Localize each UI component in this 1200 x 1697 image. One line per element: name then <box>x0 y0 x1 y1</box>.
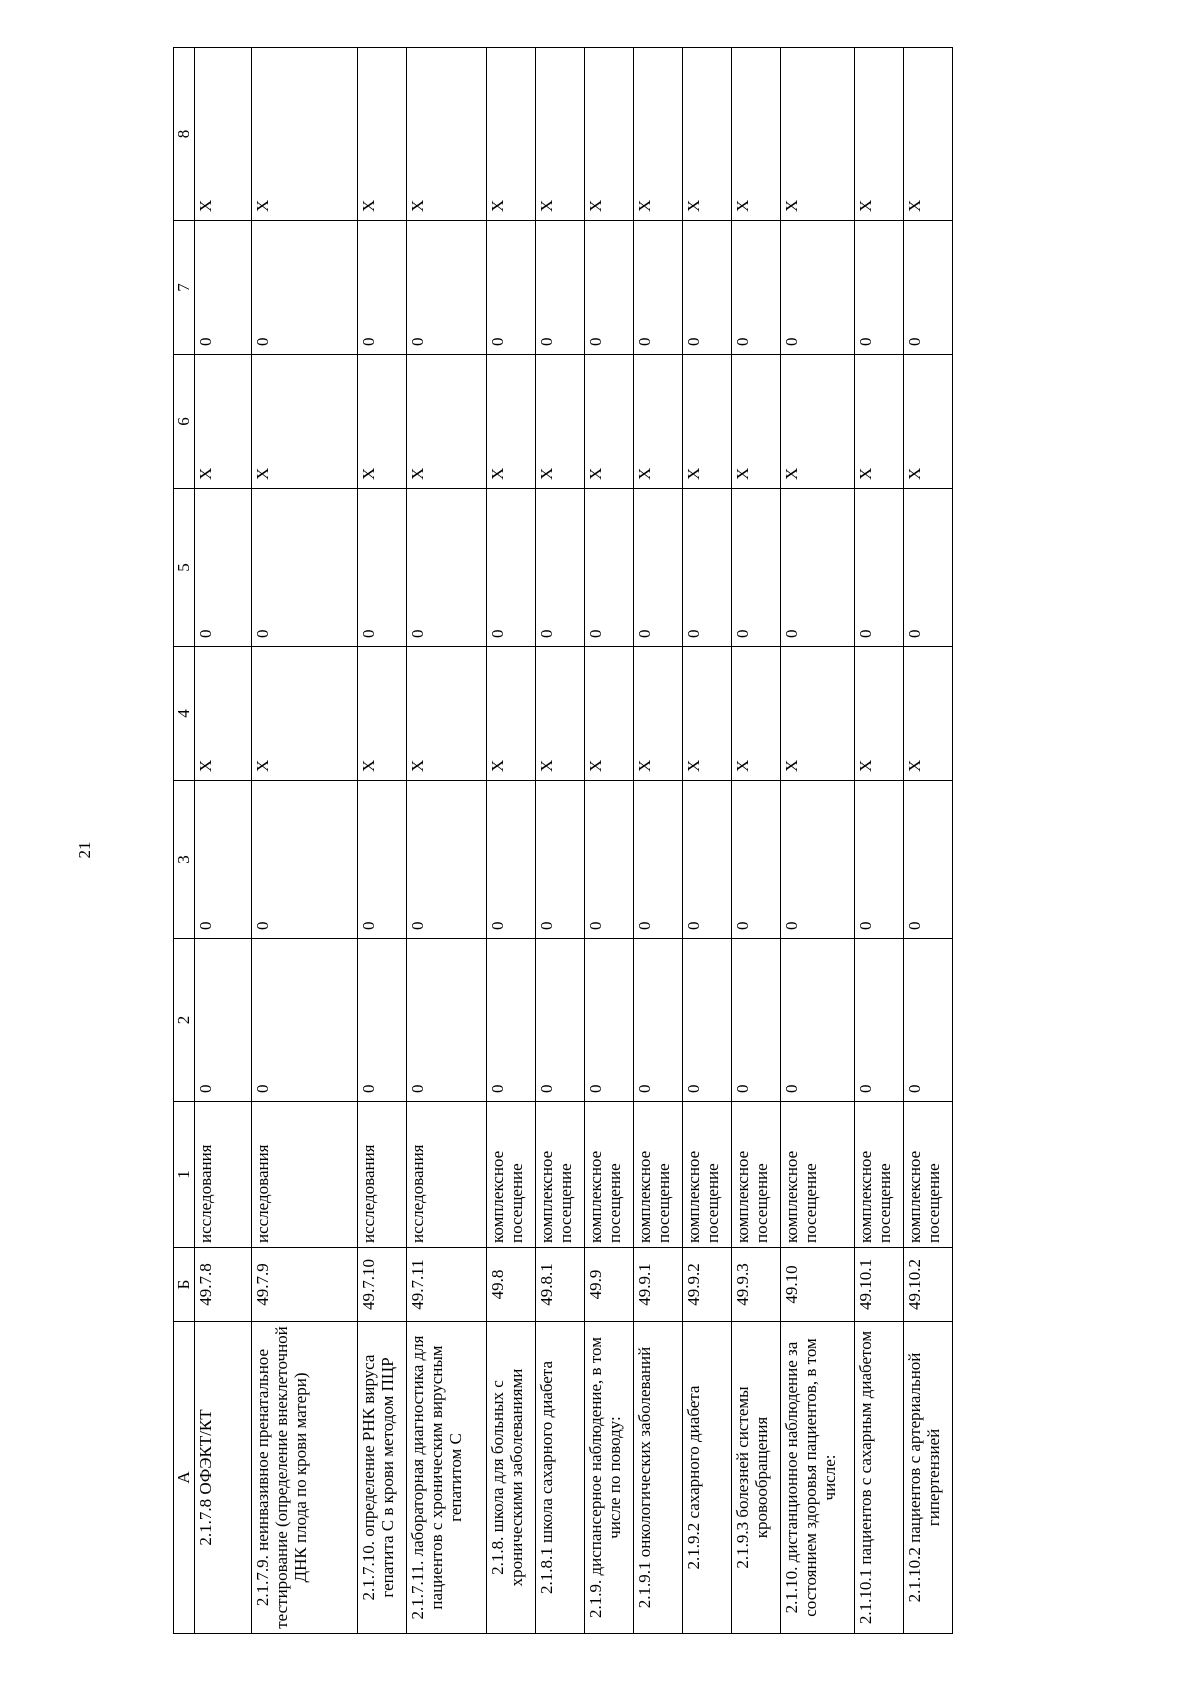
row-name-cell: 2.1.7.10. определение РНК вируса гепатита С в крови методом ПЦР <box>358 1322 407 1634</box>
row-name-cell: 2.1.8. школа для больных с хроническими заболеваниями <box>487 1322 536 1634</box>
value-cell: X <box>683 647 732 781</box>
row-unit-cell: комплексное посещение <box>536 1102 585 1248</box>
value-cell: 0 <box>781 781 855 939</box>
value-cell: X <box>536 48 585 221</box>
value-cell: 0 <box>252 221 358 355</box>
row-name-cell: 2.1.9.3 болезней системы кровообращения <box>732 1322 781 1634</box>
row-name-cell: 2.1.7.11. лабораторная диагностика для пациентов с хроническим вирусным гепатитом С <box>407 1322 487 1634</box>
table-row <box>536 48 585 1634</box>
table-row <box>904 48 953 1634</box>
value-cell: 0 <box>855 781 904 939</box>
row-code-cell: 49.9.1 <box>634 1248 683 1322</box>
table-container <box>173 48 1013 1634</box>
value-cell: 0 <box>252 781 358 939</box>
column-header: 3 <box>174 781 195 939</box>
row-code-cell: 49.10 <box>781 1248 855 1322</box>
row-code-cell: 49.8.1 <box>536 1248 585 1322</box>
value-cell: X <box>904 647 953 781</box>
value-cell: X <box>683 355 732 489</box>
table-row <box>781 48 855 1634</box>
row-name-cell: 2.1.8.1 школа сахарного диабета <box>536 1322 585 1634</box>
row-name-cell: 2.1.10.1 пациентов с сахарным диабетом <box>855 1322 904 1634</box>
column-header: А <box>174 1322 195 1634</box>
value-cell: 0 <box>634 221 683 355</box>
value-cell: 0 <box>732 939 781 1102</box>
row-name-cell: 2.1.9.1 онкологических заболеваний <box>634 1322 683 1634</box>
value-cell: X <box>358 48 407 221</box>
table-row <box>855 48 904 1634</box>
value-cell: 0 <box>252 489 358 647</box>
page-number: 21 <box>75 841 94 859</box>
value-cell: 0 <box>358 221 407 355</box>
value-cell: X <box>585 48 634 221</box>
value-cell: 0 <box>407 221 487 355</box>
column-header: 6 <box>174 355 195 489</box>
value-cell: X <box>683 48 732 221</box>
row-name-cell: 2.1.9. диспансерное наблюдение, в том числе по поводу: <box>585 1322 634 1634</box>
value-cell: 0 <box>536 489 585 647</box>
value-cell: X <box>732 48 781 221</box>
value-cell: X <box>585 647 634 781</box>
row-code-cell: 49.8 <box>487 1248 536 1322</box>
value-cell: X <box>407 647 487 781</box>
value-cell: X <box>781 647 855 781</box>
table-body <box>174 48 953 1634</box>
table-row <box>585 48 634 1634</box>
value-cell: X <box>634 355 683 489</box>
row-unit-cell: комплексное посещение <box>585 1102 634 1248</box>
value-cell: X <box>536 355 585 489</box>
value-cell: 0 <box>683 221 732 355</box>
value-cell: X <box>252 355 358 489</box>
column-header: 4 <box>174 647 195 781</box>
value-cell: 0 <box>683 489 732 647</box>
value-cell: 0 <box>904 939 953 1102</box>
value-cell: 0 <box>732 489 781 647</box>
value-cell: X <box>904 355 953 489</box>
row-code-cell: 49.9 <box>585 1248 634 1322</box>
value-cell: X <box>252 647 358 781</box>
value-cell: 0 <box>634 489 683 647</box>
value-cell: 0 <box>536 939 585 1102</box>
value-cell: 0 <box>252 939 358 1102</box>
value-cell: X <box>781 355 855 489</box>
column-header: 8 <box>174 48 195 221</box>
value-cell: X <box>732 355 781 489</box>
row-unit-cell: исследования <box>358 1102 407 1248</box>
value-cell: 0 <box>634 781 683 939</box>
value-cell: X <box>195 48 252 221</box>
value-cell: 0 <box>781 939 855 1102</box>
table-row <box>195 48 252 1634</box>
table-row <box>358 48 407 1634</box>
row-unit-cell: комплексное посещение <box>781 1102 855 1248</box>
row-code-cell: 49.9.3 <box>732 1248 781 1322</box>
column-header: 2 <box>174 939 195 1102</box>
value-cell: X <box>407 48 487 221</box>
value-cell: 0 <box>683 781 732 939</box>
row-unit-cell: комплексное посещение <box>732 1102 781 1248</box>
value-cell: 0 <box>634 939 683 1102</box>
row-unit-cell: комплексное посещение <box>683 1102 732 1248</box>
value-cell: X <box>855 48 904 221</box>
value-cell: 0 <box>195 489 252 647</box>
value-cell: 0 <box>781 489 855 647</box>
value-cell: 0 <box>358 781 407 939</box>
row-code-cell: 49.7.11 <box>407 1248 487 1322</box>
row-name-cell: 2.1.10. дистанционное наблюдение за состоянием здоровья пациентов, в том числе: <box>781 1322 855 1634</box>
value-cell: 0 <box>904 781 953 939</box>
row-code-cell: 49.10.2 <box>904 1248 953 1322</box>
row-name-cell: 2.1.10.2 пациентов с артериальной гипертензией <box>904 1322 953 1634</box>
value-cell: 0 <box>585 489 634 647</box>
value-cell: X <box>358 355 407 489</box>
row-unit-cell: комплексное посещение <box>855 1102 904 1248</box>
value-cell: X <box>781 48 855 221</box>
value-cell: 0 <box>732 781 781 939</box>
value-cell: 0 <box>855 221 904 355</box>
row-name-cell: 2.1.9.2 сахарного диабета <box>683 1322 732 1634</box>
header-row <box>174 48 195 1634</box>
value-cell: X <box>487 355 536 489</box>
data-table <box>173 47 953 1634</box>
value-cell: X <box>634 48 683 221</box>
row-code-cell: 49.7.9 <box>252 1248 358 1322</box>
value-cell: X <box>487 48 536 221</box>
table-row <box>252 48 358 1634</box>
value-cell: X <box>585 355 634 489</box>
row-code-cell: 49.7.10 <box>358 1248 407 1322</box>
row-name-cell: 2.1.7.9. неинвазивное пренатальное тестирование (определение внеклеточной ДНК плода по крови матери) <box>252 1322 358 1634</box>
table-row <box>683 48 732 1634</box>
table-row <box>634 48 683 1634</box>
row-unit-cell: комплексное посещение <box>904 1102 953 1248</box>
value-cell: 0 <box>855 939 904 1102</box>
table-row <box>487 48 536 1634</box>
row-code-cell: 49.9.2 <box>683 1248 732 1322</box>
value-cell: 0 <box>585 939 634 1102</box>
column-header: 1 <box>174 1102 195 1248</box>
column-header: 7 <box>174 221 195 355</box>
value-cell: 0 <box>195 781 252 939</box>
value-cell: X <box>195 647 252 781</box>
value-cell: 0 <box>195 939 252 1102</box>
value-cell: X <box>634 647 683 781</box>
value-cell: 0 <box>904 489 953 647</box>
value-cell: X <box>358 647 407 781</box>
value-cell: 0 <box>358 489 407 647</box>
row-name-cell: 2.1.7.8 ОФЭКТ/КТ <box>195 1322 252 1634</box>
value-cell: X <box>732 647 781 781</box>
value-cell: 0 <box>195 221 252 355</box>
row-code-cell: 49.10.1 <box>855 1248 904 1322</box>
value-cell: 0 <box>487 221 536 355</box>
value-cell: 0 <box>487 939 536 1102</box>
value-cell: 0 <box>855 489 904 647</box>
table-row <box>407 48 487 1634</box>
value-cell: 0 <box>536 221 585 355</box>
row-unit-cell: исследования <box>252 1102 358 1248</box>
row-unit-cell: комплексное посещение <box>634 1102 683 1248</box>
value-cell: X <box>855 355 904 489</box>
value-cell: X <box>855 647 904 781</box>
row-code-cell: 49.7.8 <box>195 1248 252 1322</box>
value-cell: X <box>487 647 536 781</box>
value-cell: 0 <box>683 939 732 1102</box>
row-unit-cell: исследования <box>195 1102 252 1248</box>
value-cell: X <box>252 48 358 221</box>
value-cell: 0 <box>536 781 585 939</box>
value-cell: X <box>904 48 953 221</box>
row-unit-cell: исследования <box>407 1102 487 1248</box>
table-row <box>732 48 781 1634</box>
value-cell: 0 <box>585 781 634 939</box>
value-cell: X <box>195 355 252 489</box>
value-cell: 0 <box>407 781 487 939</box>
value-cell: 0 <box>781 221 855 355</box>
value-cell: 0 <box>407 489 487 647</box>
value-cell: 0 <box>585 221 634 355</box>
value-cell: 0 <box>487 781 536 939</box>
value-cell: X <box>536 647 585 781</box>
value-cell: X <box>407 355 487 489</box>
value-cell: 0 <box>732 221 781 355</box>
value-cell: 0 <box>358 939 407 1102</box>
row-unit-cell: комплексное посещение <box>487 1102 536 1248</box>
value-cell: 0 <box>407 939 487 1102</box>
column-header: 5 <box>174 489 195 647</box>
value-cell: 0 <box>904 221 953 355</box>
column-header: Б <box>174 1248 195 1322</box>
value-cell: 0 <box>487 489 536 647</box>
